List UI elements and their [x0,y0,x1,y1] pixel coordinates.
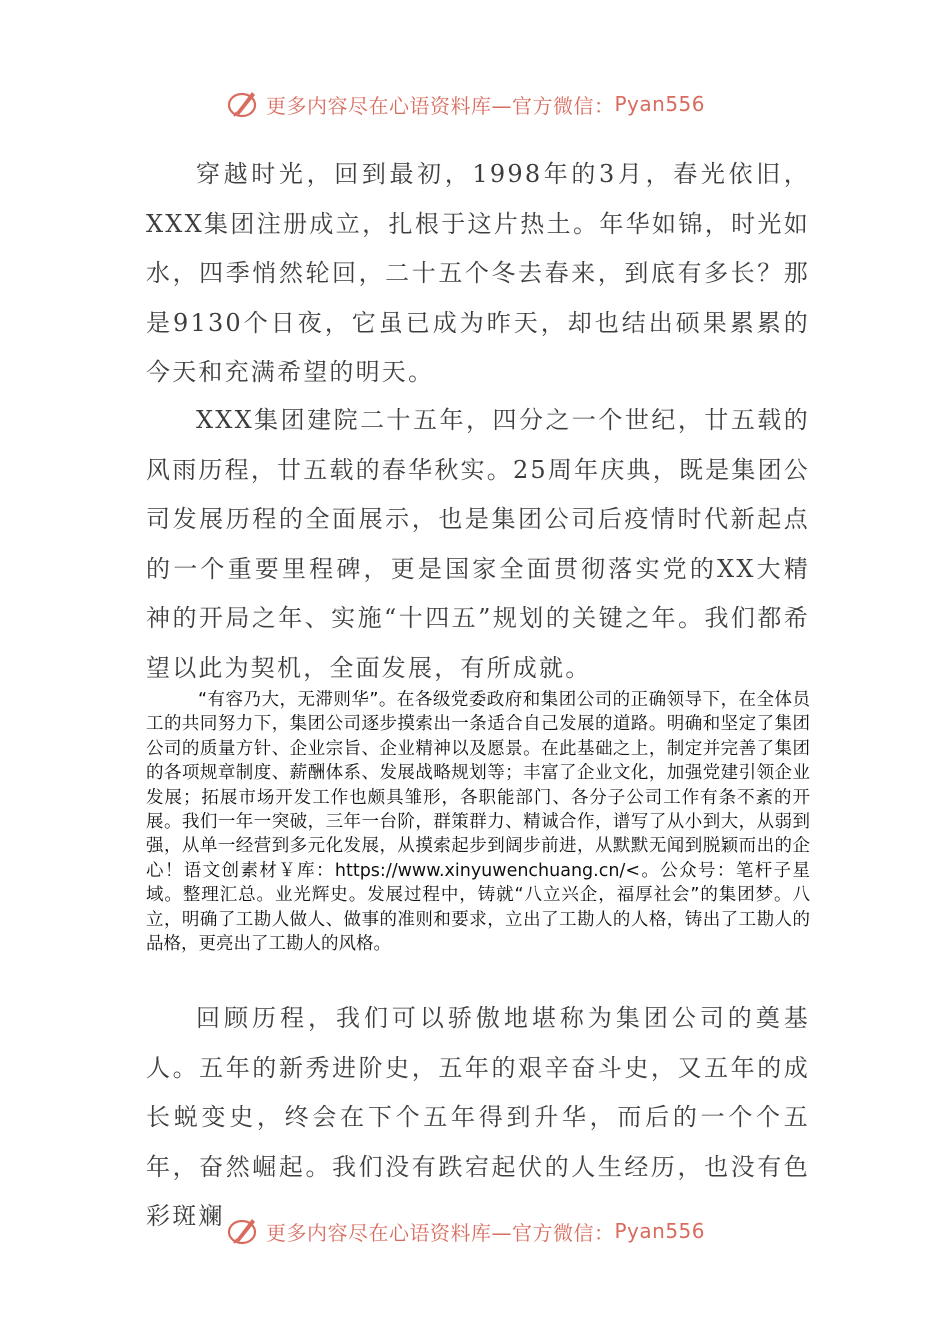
footer-wechat-id: Pyan556 [614,1219,706,1243]
paragraph-2: XXX集团建院二十五年，四分之一个世纪，廿五载的风雨历程，廿五载的春华秋实。25周年庆典，既是集团公司发展历程的全面展示，也是集团公司后疫情时代新起点的一个重要里程碑，更是国家全面贯彻落实党的XX大精神的开局之年、实施“十四五”规划的关键之年。我们都希望以此为契机，全面发展，有所成就。 [146,406,810,682]
footer-banner [226,1211,705,1251]
quill-logo-icon [226,1213,262,1249]
header-banner-text: 更多内容尽在心语资料库—官方微信： [266,93,615,118]
paragraph-4: 回顾历程，我们可以骄傲地堪称为集团公司的奠基人。五年的新秀进阶史，五年的艰辛奋斗史，又五年的成长蜕变史，终会在下个五年得到升华，而后的一个个五年，奋然崛起。我们没有跌宕起伏的人生经历，也没有色彩斑斓 [146,1004,810,1231]
quill-logo-icon [226,86,262,122]
header-banner [226,84,705,124]
paragraph-1: 穿越时光，回到最初，1998年的3月，春光依旧，XXX集团注册成立，扎根于这片热土。年华如锦，时光如水，四季悄然轮回，二十五个冬去春来，到底有多长？那是9130个日夜，它虽已成为昨天，却也结出硕果累累的今天和充满希望的明天。 [146,160,810,387]
header-wechat-id: Pyan556 [614,92,706,116]
footer-banner-text: 更多内容尽在心语资料库—官方微信： [266,1220,615,1245]
paragraph-3: “有容乃大，无滞则华”。在各级党委政府和集团公司的正确领导下，在全体员工的共同努力下，集团公司逐步摸索出一条适合自己发展的道路。明确和坚定了集团公司的质量方针、企业宗旨、企业精神以及愿景。在此基础之上，制定并完善了集团的各项规章制度、薪酬体系、发展战略规划等；丰富了企业文化，加强党建引领企业发展；拓展市场开发工作也颇具雏形，各职能部门、各分子公司工作有条不紊的开展。我们一年一突破，三年一台阶，群策群力、精诚合作，谱写了从小到大，从弱到强，从单一经营到多元化发展，从摸索起步到阔步前进，从默默无闻到脱颖而出的企心！语文创素材￥库：https://www.xinyuwenchuang.cn/<。公众号：笔杆子星域。整理汇总。业光辉史。发展过程中，铸就“八立兴企，福厚社会”的集团梦。八立，明确了工勘人做人、做事的准则和要求，立出了工勘人的人格，铸出了工勘人的品格，更亮出了工勘人的风格。 [146,690,810,955]
